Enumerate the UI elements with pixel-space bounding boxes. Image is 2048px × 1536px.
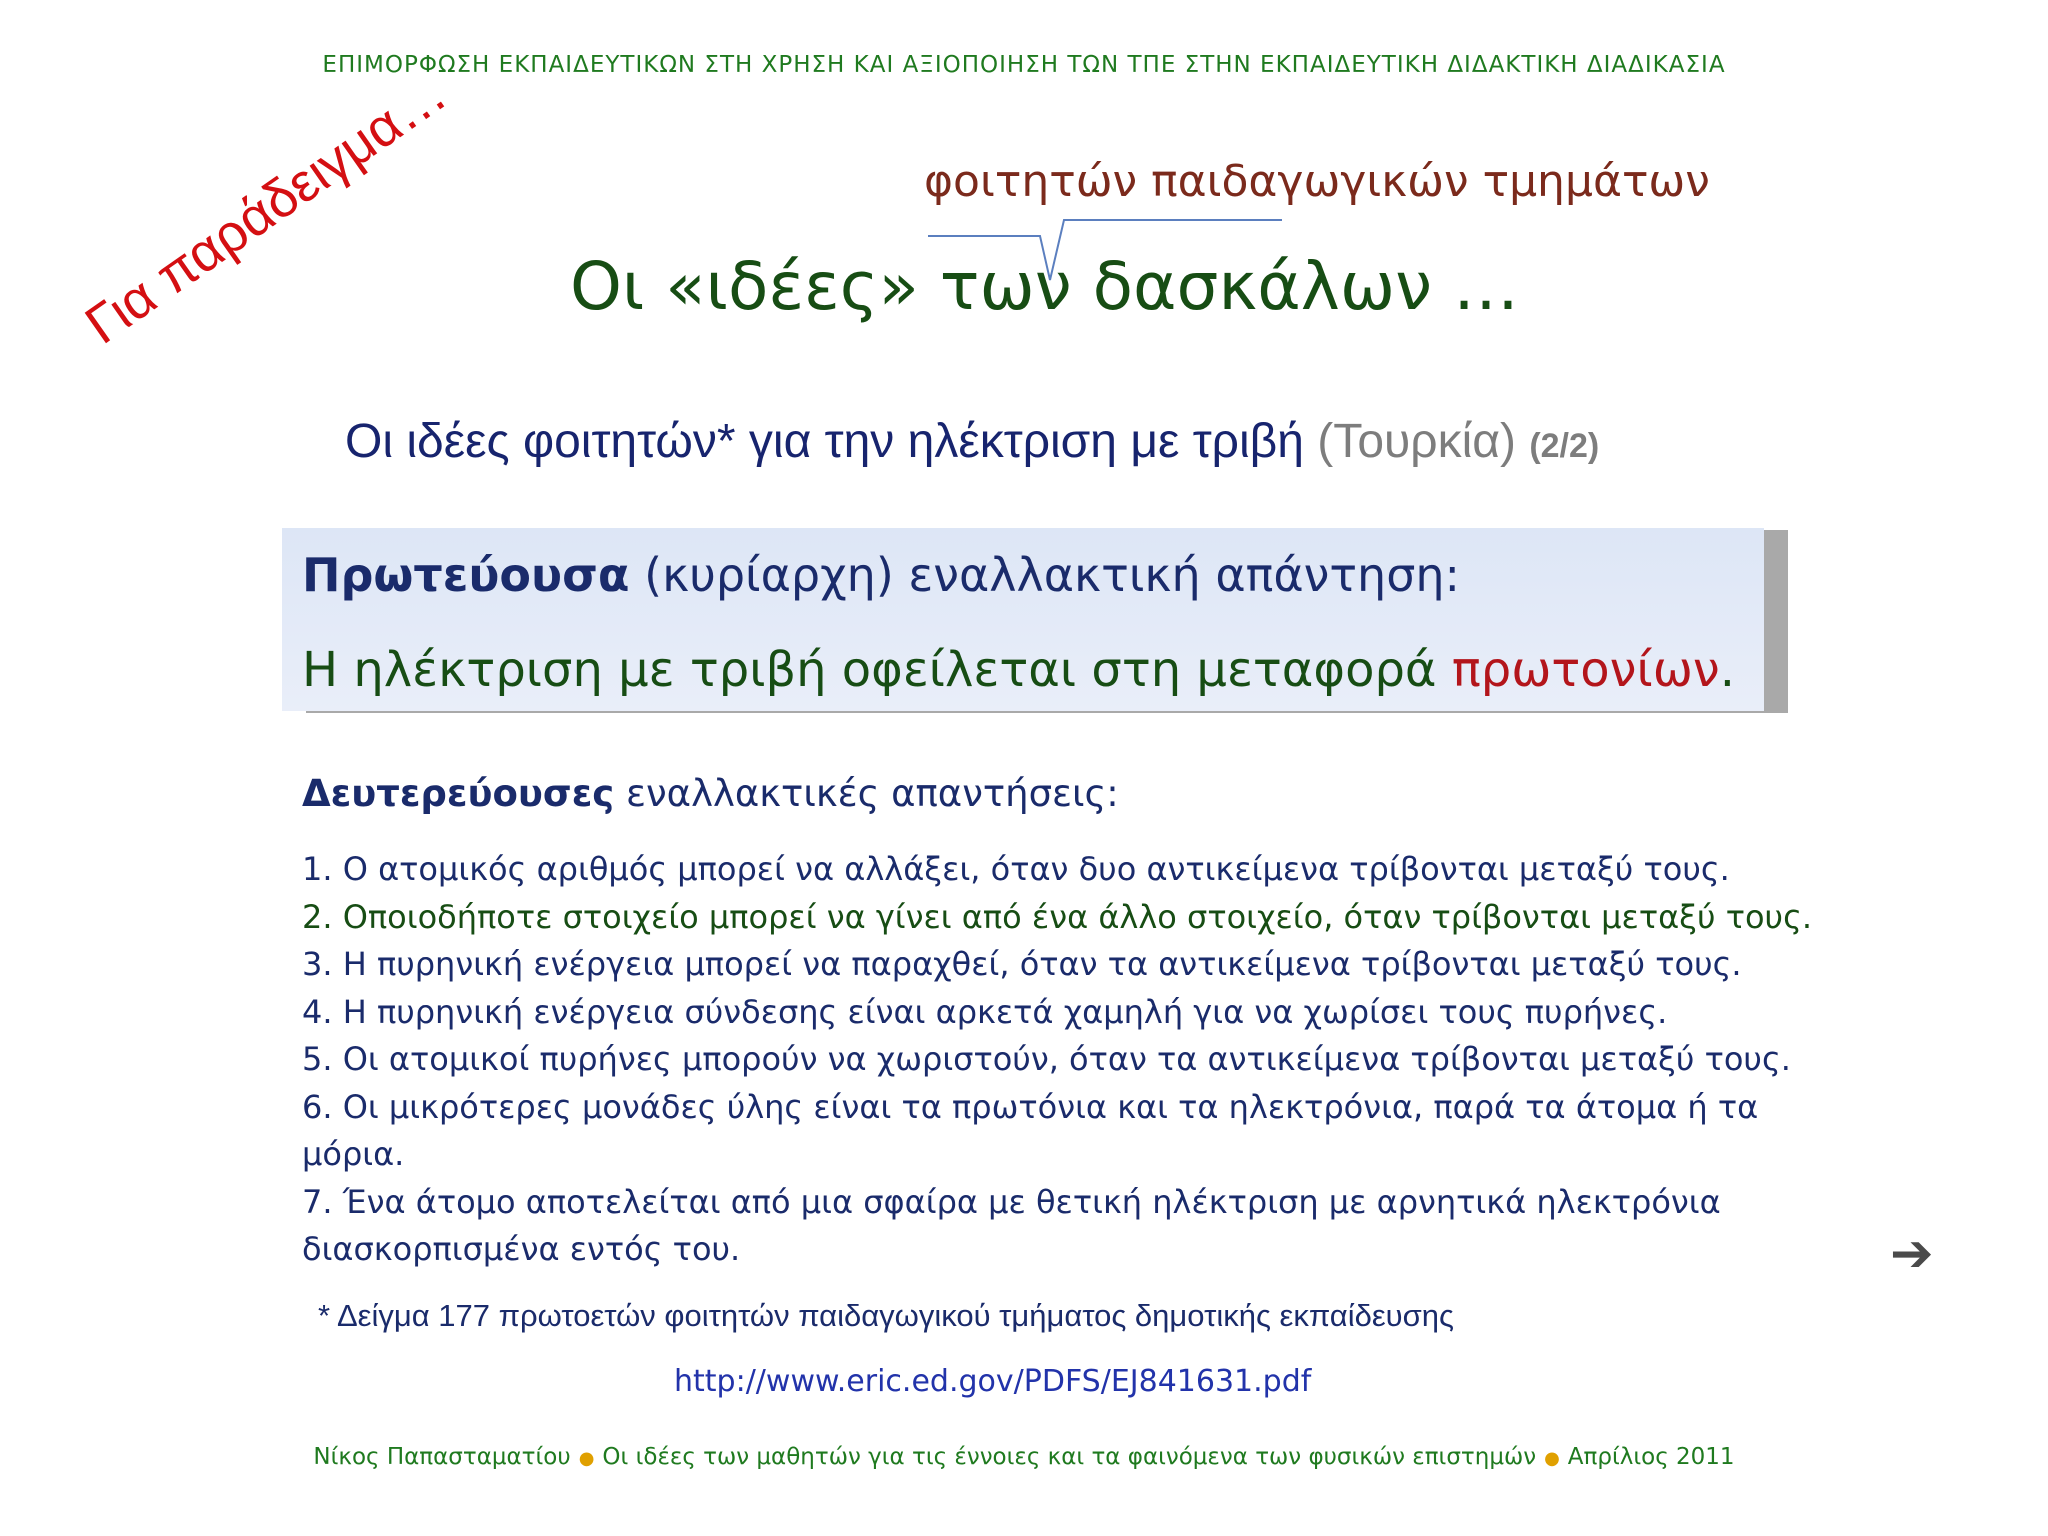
secondary-answers-list [302, 846, 1842, 1274]
source-link[interactable]: http://www.eric.ed.gov/PDFS/EJ841631.pdf [674, 1364, 1312, 1399]
primary-label-bold: Πρωτεύουσα [302, 548, 630, 602]
example-stamp: Για παράδειγμα… [74, 62, 458, 356]
subtitle-country: (Τουρκία) [1317, 415, 1516, 468]
footer-date: Απρίλιος 2011 [1567, 1444, 1735, 1470]
subtitle-main: Οι ιδέες φοιτητών* για την ηλέκτριση με τριβή [345, 415, 1318, 468]
page-title: Οι «ιδέες» των δασκάλων … [570, 248, 1519, 325]
secondary-heading-bold: Δευτερεύουσες [302, 772, 615, 815]
course-header: ΕΠΙΜΟΡΦΩΣΗ ΕΚΠΑΙΔΕΥΤΙΚΩΝ ΣΤΗ ΧΡΗΣΗ ΚΑΙ ΑΞΙΟΠΟΙΗΣΗ ΤΩΝ ΤΠΕ ΣΤΗΝ ΕΚΠΑΙΔΕΥΤΙΚΗ ΔΙΔΑΚΤΙΚΗ ΔΙΑΔΙΚΑΣΙΑ [322, 52, 1726, 78]
footer-title: Οι ιδέες των μαθητών για τις έννοιες και τα φαινόμενα των φυσικών επιστημών [602, 1444, 1537, 1470]
bullet-icon: ● [578, 1448, 595, 1469]
list-item: 1. Ο ατομικός αριθμός μπορεί να αλλάξει, όταν δυο αντικείμενα τρίβονται μεταξύ τους. [302, 850, 1730, 888]
bullet-icon: ● [1544, 1448, 1560, 1469]
title-annotation: φοιτητών παιδαγωγικών τμημάτων [924, 156, 1710, 207]
list-item: 4. Η πυρηνική ενέργεια σύνδεσης είναι αρκετά χαμηλή για να χωρίσει τους πυρήνες. [302, 992, 1668, 1031]
primary-label [302, 548, 1460, 602]
primary-label-rest: (κυρίαρχη) εναλλακτική απάντηση: [629, 548, 1461, 602]
secondary-heading-rest: εναλλακτικές απαντήσεις: [614, 772, 1119, 815]
primary-statement-text: Η ηλέκτριση με τριβή οφείλεται στη μεταφορά [302, 642, 1452, 698]
primary-period: . [1719, 642, 1735, 698]
subtitle [345, 414, 1599, 469]
arrow-right-icon[interactable]: ➔ [1890, 1224, 1934, 1284]
footer [0, 1444, 2048, 1470]
secondary-heading [302, 772, 1119, 815]
list-item: 5. Οι ατομικοί πυρήνες μπορούν να χωριστούν, όταν τα αντικείμενα τρίβονται μεταξύ τους. [302, 1040, 1791, 1078]
primary-highlight: πρωτονίων [1451, 642, 1720, 698]
list-item: 6. Οι μικρότερες μονάδες ύλης είναι τα πρωτόνια και τα ηλεκτρόνια, παρά τα άτομα ή τα μόρια. [302, 1087, 1759, 1173]
footnote: * Δείγμα 177 πρωτοετών φοιτητών παιδαγωγικού τμήματος δημοτικής εκπαίδευσης [318, 1298, 1454, 1333]
list-item: 3. Η πυρηνική ενέργεια μπορεί να παραχθεί, όταν τα αντικείμενα τρίβονται μεταξύ τους. [302, 945, 1742, 983]
list-item: 2. Οποιοδήποτε στοιχείο μπορεί να γίνει από ένα άλλο στοιχείο, όταν τρίβονται μεταξύ τους. [302, 897, 1813, 936]
primary-statement [302, 642, 1735, 698]
subtitle-part: (2/2) [1529, 427, 1600, 465]
list-item: 7. Ένα άτομο αποτελείται από μια σφαίρα με θετική ηλέκτριση με αρνητικά ηλεκτρόνια διασκορπισμένα εντός του. [302, 1182, 1721, 1268]
footer-author: Νίκος Παπασταματίου [313, 1444, 571, 1470]
